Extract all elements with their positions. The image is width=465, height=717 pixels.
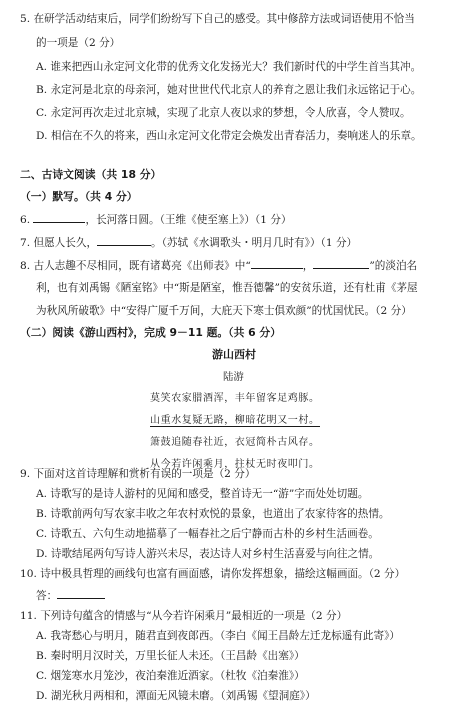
poem-title: 游山西村 — [212, 348, 256, 361]
q11-option-c: C. 烟笼寒水月笼沙，夜泊秦淮近酒家。（杜牧《泊秦淮》） — [36, 670, 305, 682]
q11-option-b: B. 秦时明月汉时关，万里长征人未还。（王昌龄《出塞》） — [36, 650, 305, 662]
q11-option-d: D. 湖光秋月两相和，潭面无风镜未磨。（刘禹锡《望洞庭》） — [36, 690, 316, 702]
part2-title: （二）阅读《游山西村》，完成 9－11 题。（共 6 分） — [20, 326, 282, 339]
q5-option-b: B. 永定河是北京的母亲河，她对世世代代北京人的养育之恩让我们永远铭记于心。 — [36, 84, 422, 96]
q7-blank — [97, 234, 151, 246]
q6 — [20, 211, 292, 228]
q10-answer — [36, 587, 105, 604]
q8-blank-2 — [313, 257, 369, 269]
part1-title: （一）默写。（共 4 分） — [20, 190, 138, 203]
q9-option-d: D. 诗歌结尾两句写诗人游兴未尽，表达诗人对乡村生活喜爱与向往之情。 — [36, 548, 380, 560]
q5-option-c: C. 永定河再次走过北京城，实现了北京人夜以求的梦想，令人欣喜，令人赞叹。 — [36, 107, 411, 119]
q10-answer-label: 答： — [36, 590, 58, 602]
q8 — [20, 257, 417, 274]
q5-stem: 5. 在研学活动结束后，同学们纷纷写下自己的感受。其中修辞方法或词语使用不恰当 — [20, 13, 415, 25]
q7-text-a: 7. 但愿人长久， — [20, 237, 98, 249]
q6-number: 6. — [20, 214, 34, 226]
q5-option-d: D. 相信在不久的将来，西山永定河文化带定会焕发出青春活力，奏响迷人的乐章。 — [36, 130, 422, 142]
section-title: 二、古诗文阅读（共 18 分） — [20, 168, 162, 181]
q11-option-a: A. 我寄愁心与明月，随君直到夜郎西。（李白《闻王昌龄左迁龙标遥有此寄》） — [36, 630, 400, 642]
q8-blank-1 — [251, 257, 303, 269]
q5-option-a: A. 谁来把西山永定河文化带的优秀文化发扬光大？我们新时代的中学生首当其冲。 — [36, 61, 422, 73]
poem-line-4: 从今若许闲乘月，拄杖无时夜叩门。 — [150, 459, 320, 470]
q8-text-a: 8. 古人志趣不尽相同，既有诸葛亮《出师表》中“ — [20, 260, 251, 272]
poem-line-3: 箫鼓追随春社近，衣冠简朴古风存。 — [150, 437, 320, 448]
q9-option-b: B. 诗歌前两句写农家丰收之年农村欢悦的景象，也道出了农家待客的热情。 — [36, 508, 390, 520]
q10-stem: 10. 诗中极具哲理的画线句也富有画面感，请你发挥想象，描绘这幅画面。（2 分） — [20, 568, 406, 580]
poem-line-2-underlined: 山重水复疑无路，柳暗花明又一村。 — [150, 415, 320, 426]
q7-text-b: 。（苏轼《水调歌头・明月几时有》）（1 分） — [151, 237, 358, 249]
q8-text-c: ”的淡泊名 — [369, 260, 418, 272]
q6-blank — [33, 211, 85, 223]
poem-line-1: 莫笑农家腊酒浑，丰年留客足鸡豚。 — [150, 393, 320, 404]
q9-stem: 9. 下面对这首诗理解和赏析有误的一项是（2 分） — [20, 468, 256, 480]
q5-stem-cont: 的一项是（2 分） — [36, 37, 121, 49]
q9-option-c: C. 诗歌五、六句生动地描摹了一幅春社之后宁静而古朴的乡村生活画卷。 — [36, 528, 379, 540]
q9-option-a: A. 诗歌写的是诗人游村的见闻和感受，整首诗无一“游”字而处处切题。 — [36, 488, 369, 500]
q6-text: ，长河落日圆。（王维《使至塞上》）（1 分） — [85, 214, 292, 226]
q8-line3: 为秋风所破歌》中“安得广厦千万间，大庇天下寒士俱欢颜”的忧国忧民。（2 分） — [36, 305, 412, 317]
q11-stem: 11. 下列诗句蕴含的情感与“从今若许闲乘月”最相近的一项是（2 分） — [20, 610, 348, 622]
q10-answer-blank — [57, 587, 105, 599]
q7 — [20, 234, 357, 251]
q8-line2: 利，也有刘禹锡《陋室铭》中“斯是陋室，惟吾德馨”的安贫乐道，还有杜甫《茅屋 — [36, 282, 418, 294]
poem-line-2 — [150, 413, 320, 429]
q8-comma: ， — [302, 260, 314, 272]
poem-author: 陆游 — [223, 371, 244, 383]
